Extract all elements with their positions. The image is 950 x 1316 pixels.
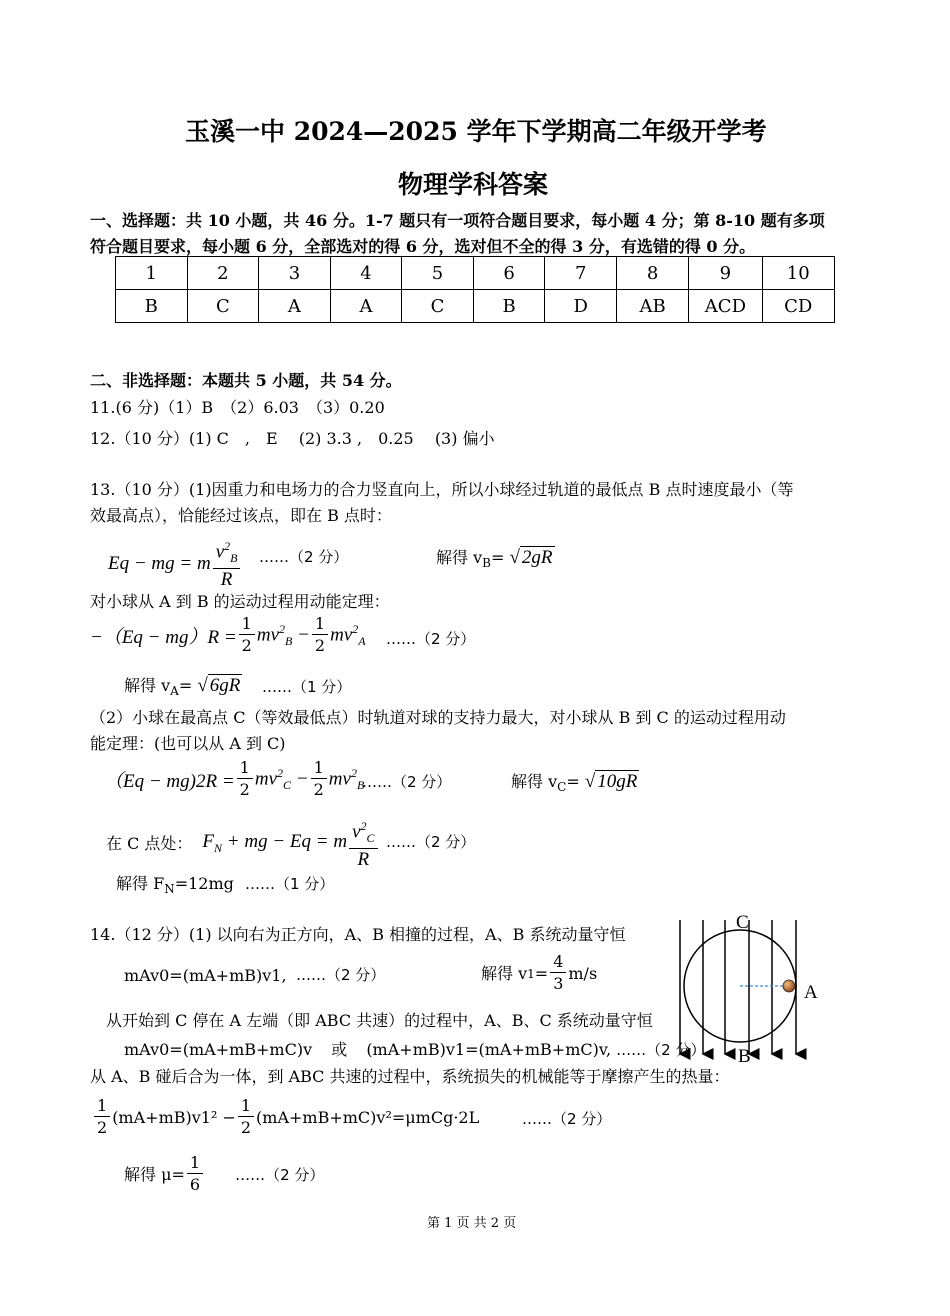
q13-score: ……（2 分）	[259, 548, 349, 566]
table-cell: 7	[545, 257, 617, 290]
at-c: 在 C 点处：	[106, 833, 193, 853]
value: =12mg	[174, 874, 234, 893]
table-cell: 1	[116, 257, 188, 290]
q11-answer: 11.(6 分)（1）B （2）6.03 （3）0.20	[90, 398, 385, 417]
num: 1	[187, 1153, 203, 1174]
table-cell: A	[330, 290, 402, 323]
eq3a: (mA+mB)v1² −	[112, 1107, 236, 1127]
eq3-lhs: （Eq − mg)2R =	[104, 771, 235, 792]
q13-part2-line1: （2）小球在最高点 C（等效最低点）时轨道对球的支持力最大，对小球从 B 到 C 的运动过程用动	[90, 708, 786, 727]
label: 解得 v	[436, 548, 483, 567]
den: 3	[553, 974, 564, 993]
table-cell: 6	[473, 257, 545, 290]
q14-eq1: mAv0=(mA+mB)v1,	[124, 966, 287, 985]
table-cell: 10	[762, 257, 835, 290]
unit: m/s	[568, 963, 598, 983]
q13-eq2: −（Eq − mg）R = $\frac{1}{2}$ $mv^2_B$ − $\frac{1}{2}$ $mv^2_A$	[90, 614, 366, 655]
eq2a: mAv0=(mA+mB+mC)v	[124, 1040, 313, 1059]
label: 解得 v	[124, 676, 171, 695]
q13-solve-FN: 解得 $F_N=12mg$ ……（1 分）	[116, 874, 335, 897]
eq4-rest: + mg − Eq = m	[222, 831, 348, 853]
den: 2	[97, 1118, 108, 1137]
field-lines	[680, 920, 796, 1054]
q13-part2-line2: 能定理：(也可以从 A 到 C)	[90, 734, 286, 753]
label: 解得 μ=	[124, 1164, 185, 1184]
q13-score: ……（2 分）	[362, 773, 452, 791]
eq3b: (mA+mB+mC)v²=μmCg·2L	[256, 1107, 480, 1127]
q13-eq1	[108, 536, 242, 591]
section1-heading-line1: 一、选择题：共 10 小题，共 46 分。1-7 题只有一项符合题目要求，每小题 4 分；第 8-10 题有多项	[90, 211, 825, 230]
q13-solve-vC: 解得 $v_C=$ √ 10gR	[511, 771, 638, 795]
or: 或	[331, 1040, 348, 1059]
section1-heading-line2: 符合题目要求，每小题 6 分，全部选对的得 6 分，选对但不全的得 3 分，有选错的得 0 分。	[90, 237, 756, 256]
num: 1	[238, 1096, 254, 1117]
label: 解得 v	[511, 772, 558, 791]
label: 解得 v	[481, 963, 528, 983]
q14-solve-mu	[124, 1153, 324, 1196]
q13-eq4: 在 C 点处： $F_N$ + mg − Eq = m $\frac{v^2_C}{R}$	[106, 816, 380, 871]
table-cell: 8	[617, 257, 689, 290]
fn: F	[202, 831, 215, 853]
table-row-numbers	[116, 257, 835, 290]
eq1-den: R	[220, 569, 233, 591]
table-cell: AB	[617, 290, 689, 323]
q13-line2: 效最高点），恰能经过该点，即在 B 点时：	[90, 506, 392, 525]
section2-heading: 二、非选择题：本题共 5 小题，共 54 分。	[90, 371, 402, 390]
table-cell: 2	[187, 257, 259, 290]
eq2-lhs: −（Eq − mg）R =	[90, 627, 237, 648]
table-row-answers	[116, 290, 835, 323]
sub: B	[482, 556, 491, 571]
answer-table	[115, 256, 835, 323]
q13-score: ……（2 分）	[386, 630, 476, 648]
q14-score: ……（2 分）	[522, 1110, 612, 1128]
eq2b: (mA+mB)v1=(mA+mB+mC)v,	[366, 1040, 612, 1059]
circle-field-diagram	[668, 908, 838, 1068]
score: ……（1 分）	[244, 875, 335, 893]
table-cell: 5	[402, 257, 474, 290]
q14-line3: 从 A、B 碰后合为一体，到 ABC 共速的过程中，系统损失的机械能等于摩擦产生的热量：	[90, 1067, 730, 1086]
page-footer: 第 1 页 共 2 页	[427, 1216, 517, 1231]
q14-solve-v1: 解得 v 1 = $\frac{4}{3}$ m/s	[481, 952, 598, 993]
q14-eq2	[124, 1037, 705, 1063]
value: 10gR	[597, 771, 638, 792]
table-cell: 4	[330, 257, 402, 290]
den: 2	[240, 1118, 252, 1137]
q14-score: ……（2 分）	[296, 966, 386, 984]
q12-answer: 12.（10 分）(1) C , E (2) 3.3 , 0.25 (3) 偏小	[90, 429, 495, 448]
num: 1	[94, 1096, 110, 1117]
score: ……（2 分）	[235, 1165, 325, 1184]
page-title: 玉溪一中 2024—2025 学年下学期高二年级开学考	[185, 117, 767, 146]
table-cell: CD	[762, 290, 835, 323]
eq1-lhs: Eq − mg = m	[108, 552, 211, 574]
q13-solve-vB: 解得 $v_B=$ √ 2gR	[436, 547, 553, 571]
table-cell: B	[116, 290, 188, 323]
score: ……（2 分）	[616, 1041, 706, 1059]
ball	[783, 980, 795, 992]
table-cell: ACD	[689, 290, 762, 323]
label-b: B	[738, 1046, 751, 1067]
q14-line1: 14.（12 分）(1) 以向右为正方向，A、B 相撞的过程，A、B 系统动量守恒	[90, 925, 626, 944]
table-cell: B	[473, 290, 545, 323]
q13-score: ……（2 分）	[386, 833, 476, 851]
table-cell: C	[402, 290, 474, 323]
value: 2gR	[521, 547, 553, 568]
label-c: C	[736, 912, 749, 933]
q14-eq3	[92, 1096, 479, 1139]
label-a: A	[804, 982, 818, 1003]
q14-line2: 从开始到 C 停在 A 左端（即 ABC 共速）的过程中，A、B、C 系统动量守恒	[106, 1011, 653, 1030]
table-cell: 9	[689, 257, 762, 290]
q13-line1: 13.（10 分）(1)因重力和电场力的合力竖直向上，所以小球经过轨道的最低点 B 点时速度最小（等	[90, 480, 794, 499]
den: 6	[189, 1175, 201, 1194]
table-cell: A	[259, 290, 331, 323]
page-subtitle: 物理学科答案	[398, 170, 549, 199]
label: 解得 F	[116, 874, 165, 893]
sub: A	[170, 684, 179, 699]
q13-score: ……（1 分）	[262, 678, 352, 696]
q13-solve-vA: 解得 $v_A=$ √ 6gR	[124, 675, 241, 699]
num: 4	[550, 952, 566, 973]
q13-energy-text: 对小球从 A 到 B 的运动过程用动能定理：	[90, 592, 390, 611]
value: 6gR	[209, 675, 241, 696]
table-cell: 3	[259, 257, 331, 290]
table-cell: C	[187, 290, 259, 323]
eq1-fraction: $\frac{v^2_B}{R}$	[213, 536, 241, 591]
eq1-num: v	[215, 541, 225, 563]
sub: C	[557, 780, 567, 795]
table-cell: D	[545, 290, 617, 323]
q13-eq3: （Eq − mg)2R = $\frac{1}{2}$ $mv^2_C$ − $\frac{1}{2}$ $mv^2_B$	[104, 758, 365, 799]
